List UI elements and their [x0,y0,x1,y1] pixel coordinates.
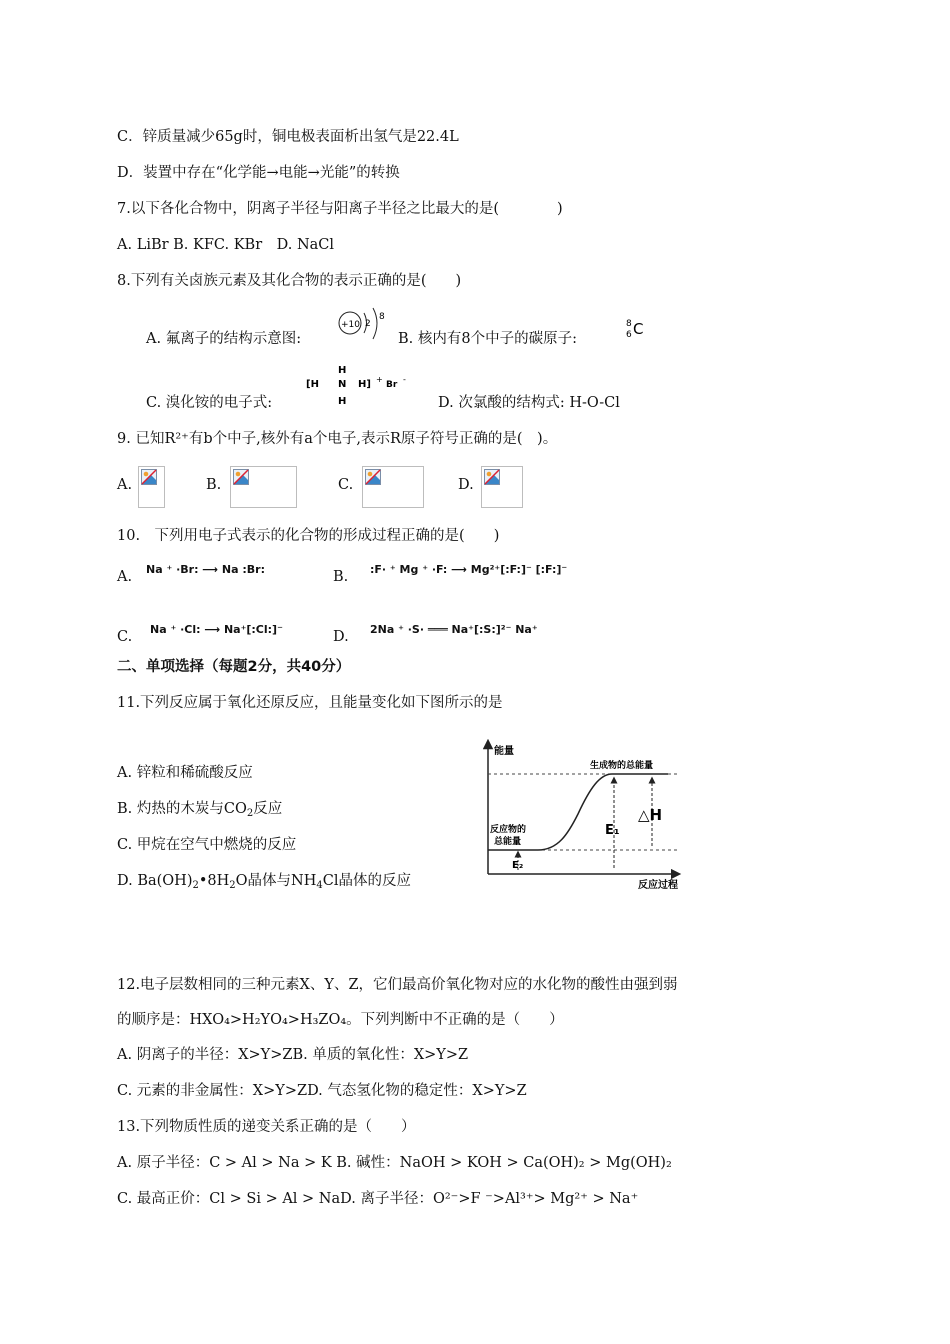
q9-option-b-label: B. [206,477,222,493]
q11-option-a: A. 锌粒和稀硫酸反应 [117,765,253,781]
q10-option-b-label: B. [333,569,349,585]
svg-text:H: H [338,396,347,407]
q10-option-b-equation: :F· ⁺ Mg ⁺ ·F: ⟶ Mg²⁺[:F:]⁻ [:F:]⁻ [370,563,568,576]
question-11: 11.下列反应属于氧化还原反应，且能量变化如下图所示的是 [117,695,503,711]
q11-option-b: B. 灼热的木炭与$CO_2$反应 [117,801,283,819]
ammonium-bromide-electron-formula [306,362,416,410]
q12-options-cd: C. 元素的非金属性：X>Y>ZD. 气态氢化物的稳定性：X>Y>Z [117,1083,527,1099]
question-9: 9. 已知R²⁺有b个中子,核外有a个电子,表示R原子符号正确的是( )。 [117,431,558,447]
q10-option-d-equation: 2Na ⁺ ·S· ═══ Na⁺[:S:]²⁻ Na⁺ [370,623,538,636]
option-c-zinc: C．锌质量减少65g时，铜电极表面析出氢气是22.4L [117,129,459,145]
q9-option-a-label: A. [117,477,133,493]
q9-option-c-image [362,466,424,508]
q13-options-ab: A. 原子半径：C > Al > Na > K B. 碱性：NaOH > KOH > Ca(OH)₂ > Mg(OH)₂ [117,1155,672,1171]
svg-text:+: + [376,375,383,384]
q8-option-b: B. 核内有8个中子的碳原子: [398,331,577,347]
energy-diagram [478,738,714,890]
carbon-isotope-symbol [624,316,650,342]
broken-image-icon [365,469,381,485]
q9-option-b-image [230,466,297,508]
broken-image-icon [141,469,157,485]
broken-image-icon [484,469,500,485]
q10-option-d-label: D. [333,629,349,645]
x-axis-label: 反应过程 [638,880,678,890]
question-12-line-2: 的顺序是：HXO₄>H₂YO₄>H₃ZO₄。下列判断中不正确的是（ ） [117,1012,564,1028]
q9-option-d-image [481,466,523,508]
option-d-energy: D．装置中存在“化学能→电能→光能”的转换 [117,165,400,181]
y-axis-label: 能量 [494,746,514,757]
question-7: 7.以下各化合物中，阴离子半径与阳离子半径之比最大的是( ) [117,201,563,217]
q9-option-a-image [138,466,165,508]
q8-option-a: A. 氟离子的结构示意图: [146,331,302,347]
reactants-energy-label-2: 总能量 [494,837,522,847]
question-12-line-1: 12.电子层数相同的三种元素X、Y、Z，它们最高价氧化物对应的水化物的酸性由强到弱 [117,977,678,993]
q11-option-c: C. 甲烷在空气中燃烧的反应 [117,837,297,853]
question-7-options: A. LiBr B. KFC. KBr D. NaCl [117,237,335,253]
svg-text:C: C [633,320,644,338]
question-13: 13.下列物质性质的递变关系正确的是（ ） [117,1119,416,1135]
q8-option-c: C. 溴化铵的电子式: [146,395,273,411]
q10-option-a-label: A. [117,569,133,585]
q10-option-a-equation: Na ⁺ ·Br: ⟶ Na :Br: [146,563,265,576]
q10-option-c-label: C. [117,629,133,645]
products-energy-label: 生成物的总能量 [590,761,654,771]
svg-text:H: H [338,365,347,376]
q9-option-d-label: D. [458,477,474,493]
svg-text:8: 8 [379,312,385,322]
svg-text:Br: Br [386,380,398,390]
question-10: 10. 下列用电子式表示的化合物的形成过程正确的是( ) [117,528,500,544]
reactants-energy-label-1: 反应物的 [490,825,527,835]
q12-options-ab: A. 阴离子的半径：X>Y>ZB. 单质的氧化性：X>Y>Z [117,1047,469,1063]
q11-option-d: D. $Ba(OH)_2•8H_2O$晶体与$NH_4Cl$晶体的反应 [117,873,412,891]
e1-label: E₁ [605,823,620,838]
svg-text:8: 8 [626,319,632,329]
e2-label: E₂ [512,860,524,871]
q8-option-d: D. 次氯酸的结构式: H-O-Cl [438,395,620,411]
svg-text:6: 6 [626,330,632,340]
q13-options-cd: C. 最高正价：Cl > Si > Al > NaD. 离子半径：O²⁻>F ⁻>Al³⁺> Mg²⁺ > Na⁺ [117,1191,639,1207]
svg-text:-: - [403,375,406,384]
q9-option-c-label: C. [338,477,354,493]
broken-image-icon [233,469,249,485]
svg-text:2: 2 [365,319,371,329]
svg-text:+10: +10 [341,320,360,330]
q10-option-c-equation: Na ⁺ ·Cl: ⟶ Na⁺[:Cl:]⁻ [150,623,283,636]
svg-text:[H: [H [306,379,319,390]
delta-h-label: △H [638,806,663,824]
question-8: 8.下列有关卤族元素及其化合物的表示正确的是( ) [117,273,462,289]
svg-text:N: N [338,379,347,390]
svg-text:H]: H] [358,379,371,390]
section-2-heading: 二、单项选择（每题2分，共40分） [117,659,351,675]
fluoride-structure-diagram [336,306,392,352]
